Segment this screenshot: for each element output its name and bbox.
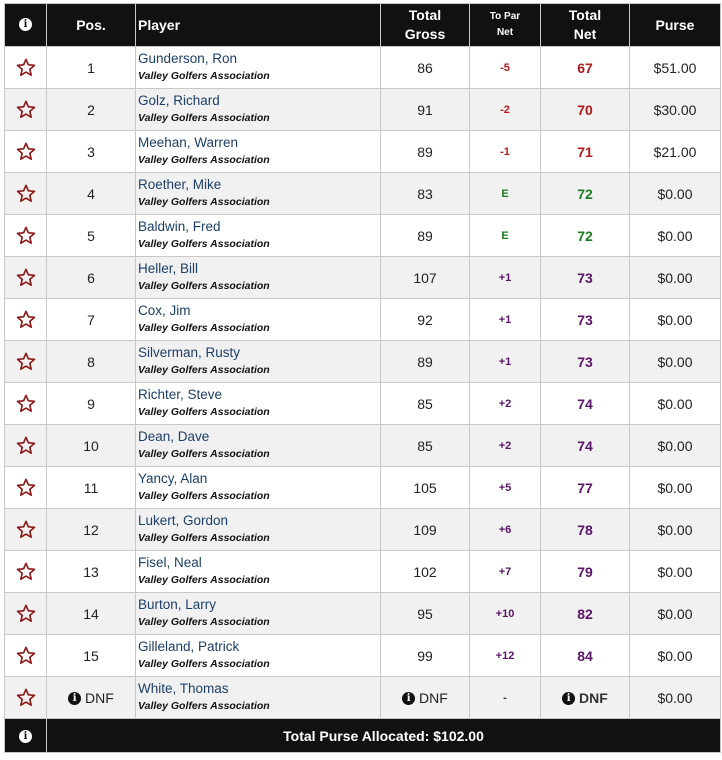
position-cell: 11 bbox=[47, 467, 136, 509]
position-cell: 14 bbox=[47, 593, 136, 635]
player-name-link[interactable]: Yancy, Alan bbox=[138, 471, 208, 486]
star-outline-icon[interactable] bbox=[5, 184, 46, 203]
pos-value: DNF bbox=[85, 689, 114, 706]
player-association: Valley Golfers Association bbox=[138, 112, 270, 124]
player-association: Valley Golfers Association bbox=[138, 280, 270, 292]
purse-cell: $0.00 bbox=[630, 173, 721, 215]
purse-cell: $21.00 bbox=[630, 131, 721, 173]
total-net-cell: 84 bbox=[541, 635, 630, 677]
total-net-cell bbox=[541, 677, 630, 719]
star-outline-icon[interactable] bbox=[5, 688, 46, 707]
total-gross-cell: 91 bbox=[381, 89, 470, 131]
info-icon[interactable]: i bbox=[562, 692, 575, 705]
total-net-cell: 82 bbox=[541, 593, 630, 635]
player-name-link[interactable]: Gilleland, Patrick bbox=[138, 639, 240, 654]
header-to-par-net[interactable] bbox=[470, 4, 541, 47]
player-cell bbox=[136, 257, 381, 299]
position-cell: 4 bbox=[47, 173, 136, 215]
info-icon[interactable]: i bbox=[19, 730, 32, 743]
purse-cell: $0.00 bbox=[630, 635, 721, 677]
favorite-cell[interactable] bbox=[5, 509, 47, 551]
favorite-cell[interactable] bbox=[5, 425, 47, 467]
purse-cell: $0.00 bbox=[630, 383, 721, 425]
player-name-link[interactable]: Meehan, Warren bbox=[138, 135, 239, 150]
player-name-link[interactable]: White, Thomas bbox=[138, 681, 229, 696]
player-association: Valley Golfers Association bbox=[138, 196, 270, 208]
total-gross-cell: 92 bbox=[381, 299, 470, 341]
player-association: Valley Golfers Association bbox=[138, 616, 270, 628]
table-row bbox=[5, 593, 721, 635]
position-cell: 1 bbox=[47, 47, 136, 89]
to-par-net-cell: -5 bbox=[470, 47, 541, 89]
favorite-cell[interactable] bbox=[5, 467, 47, 509]
header-total-gross-line2: Gross bbox=[404, 26, 446, 42]
position-cell: 3 bbox=[47, 131, 136, 173]
favorite-cell[interactable] bbox=[5, 383, 47, 425]
favorite-cell[interactable] bbox=[5, 677, 47, 719]
total-net-cell: 77 bbox=[541, 467, 630, 509]
table-row bbox=[5, 47, 721, 89]
position-cell: 10 bbox=[47, 425, 136, 467]
total-net-cell: 74 bbox=[541, 425, 630, 467]
player-association: Valley Golfers Association bbox=[138, 490, 270, 502]
to-par-net-cell: E bbox=[470, 173, 541, 215]
position-cell: 7 bbox=[47, 299, 136, 341]
player-name-link[interactable]: Roether, Mike bbox=[138, 177, 222, 192]
favorite-cell[interactable] bbox=[5, 257, 47, 299]
player-name-link[interactable]: Lukert, Gordon bbox=[138, 513, 229, 528]
table-row bbox=[5, 551, 721, 593]
total-gross-cell: 107 bbox=[381, 257, 470, 299]
table-row bbox=[5, 383, 721, 425]
total-net-cell: 70 bbox=[541, 89, 630, 131]
star-outline-icon[interactable] bbox=[5, 100, 46, 119]
player-cell bbox=[136, 635, 381, 677]
player-cell bbox=[136, 299, 381, 341]
table-header bbox=[5, 4, 721, 47]
favorite-cell[interactable] bbox=[5, 215, 47, 257]
total-net-cell: 73 bbox=[541, 341, 630, 383]
to-par-net-cell: +10 bbox=[470, 593, 541, 635]
table-row bbox=[5, 341, 721, 383]
header-total-net[interactable] bbox=[541, 4, 630, 47]
player-name-link[interactable]: Dean, Dave bbox=[138, 429, 210, 444]
purse-cell: $51.00 bbox=[630, 47, 721, 89]
total-gross-cell: 89 bbox=[381, 215, 470, 257]
table-row bbox=[5, 509, 721, 551]
favorite-cell[interactable] bbox=[5, 341, 47, 383]
table-row bbox=[5, 173, 721, 215]
total-gross-cell: 102 bbox=[381, 551, 470, 593]
header-to-par-line1: To Par bbox=[489, 11, 521, 22]
gross-value: DNF bbox=[419, 689, 448, 706]
favorite-cell[interactable] bbox=[5, 593, 47, 635]
total-net-cell: 74 bbox=[541, 383, 630, 425]
table-row bbox=[5, 257, 721, 299]
total-net-cell: 72 bbox=[541, 215, 630, 257]
favorite-cell[interactable] bbox=[5, 635, 47, 677]
position-cell: 12 bbox=[47, 509, 136, 551]
player-association: Valley Golfers Association bbox=[138, 574, 270, 586]
to-par-net-cell: +5 bbox=[470, 467, 541, 509]
header-total-gross[interactable] bbox=[381, 4, 470, 47]
total-net-cell: 71 bbox=[541, 131, 630, 173]
table-body bbox=[5, 47, 721, 719]
purse-cell: $0.00 bbox=[630, 341, 721, 383]
player-name-link[interactable]: Burton, Larry bbox=[138, 597, 217, 612]
player-association: Valley Golfers Association bbox=[138, 238, 270, 250]
player-association: Valley Golfers Association bbox=[138, 70, 270, 82]
total-gross-cell: 86 bbox=[381, 47, 470, 89]
star-outline-icon[interactable] bbox=[5, 478, 46, 497]
to-par-net-cell: +1 bbox=[470, 257, 541, 299]
to-par-net-cell: +1 bbox=[470, 341, 541, 383]
total-net-cell: 78 bbox=[541, 509, 630, 551]
player-name-link[interactable]: Heller, Bill bbox=[138, 261, 199, 276]
position-cell: 13 bbox=[47, 551, 136, 593]
position-cell: 8 bbox=[47, 341, 136, 383]
favorite-cell[interactable] bbox=[5, 47, 47, 89]
purse-cell: $0.00 bbox=[630, 299, 721, 341]
player-cell bbox=[136, 467, 381, 509]
player-association: Valley Golfers Association bbox=[138, 322, 270, 334]
table-row bbox=[5, 89, 721, 131]
total-net-cell: 67 bbox=[541, 47, 630, 89]
to-par-net-cell: +12 bbox=[470, 635, 541, 677]
star-outline-icon[interactable] bbox=[5, 58, 46, 77]
favorite-cell[interactable] bbox=[5, 551, 47, 593]
player-cell bbox=[136, 215, 381, 257]
star-outline-icon[interactable] bbox=[5, 520, 46, 539]
player-name-link[interactable]: Baldwin, Fred bbox=[138, 219, 221, 234]
table-row bbox=[5, 467, 721, 509]
to-par-net-cell: +7 bbox=[470, 551, 541, 593]
player-association: Valley Golfers Association bbox=[138, 658, 270, 670]
total-purse-label: Total Purse Allocated: $102.00 bbox=[47, 719, 721, 753]
total-net-cell: 73 bbox=[541, 257, 630, 299]
star-outline-icon[interactable] bbox=[5, 562, 46, 581]
purse-cell: $0.00 bbox=[630, 467, 721, 509]
total-gross-cell bbox=[381, 677, 470, 719]
player-cell bbox=[136, 677, 381, 719]
total-net-cell: 72 bbox=[541, 173, 630, 215]
leaderboard-container bbox=[4, 3, 720, 757]
purse-cell: $30.00 bbox=[630, 89, 721, 131]
player-cell bbox=[136, 593, 381, 635]
player-cell bbox=[136, 383, 381, 425]
info-icon[interactable]: i bbox=[68, 692, 81, 705]
position-cell: 5 bbox=[47, 215, 136, 257]
player-cell bbox=[136, 551, 381, 593]
header-pos[interactable]: Pos. bbox=[47, 4, 136, 47]
purse-cell: $0.00 bbox=[630, 215, 721, 257]
purse-cell: $0.00 bbox=[630, 509, 721, 551]
player-name-link[interactable]: Cox, Jim bbox=[138, 303, 191, 318]
net-value: DNF bbox=[579, 689, 608, 706]
header-total-net-line1: Total bbox=[568, 7, 602, 23]
info-icon[interactable]: i bbox=[19, 18, 32, 31]
player-cell bbox=[136, 131, 381, 173]
total-gross-cell: 109 bbox=[381, 509, 470, 551]
total-gross-cell: 85 bbox=[381, 425, 470, 467]
header-total-net-line2: Net bbox=[573, 26, 597, 42]
header-purse[interactable]: Purse bbox=[630, 4, 721, 47]
player-cell bbox=[136, 173, 381, 215]
table-row bbox=[5, 131, 721, 173]
star-outline-icon[interactable] bbox=[5, 268, 46, 287]
total-gross-cell: 105 bbox=[381, 467, 470, 509]
total-gross-cell: 89 bbox=[381, 341, 470, 383]
purse-cell: $0.00 bbox=[630, 677, 721, 719]
purse-cell: $0.00 bbox=[630, 551, 721, 593]
total-net-cell: 73 bbox=[541, 299, 630, 341]
star-outline-icon[interactable] bbox=[5, 394, 46, 413]
to-par-net-cell: -1 bbox=[470, 131, 541, 173]
star-outline-icon[interactable] bbox=[5, 142, 46, 161]
position-cell: 6 bbox=[47, 257, 136, 299]
favorite-cell[interactable] bbox=[5, 89, 47, 131]
player-association: Valley Golfers Association bbox=[138, 448, 270, 460]
purse-cell: $0.00 bbox=[630, 257, 721, 299]
position-cell: 15 bbox=[47, 635, 136, 677]
total-gross-cell: 95 bbox=[381, 593, 470, 635]
table-row bbox=[5, 215, 721, 257]
to-par-net-cell: E bbox=[470, 215, 541, 257]
to-par-net-cell: +2 bbox=[470, 383, 541, 425]
to-par-net-cell: +2 bbox=[470, 425, 541, 467]
player-association: Valley Golfers Association bbox=[138, 406, 270, 418]
player-name-link[interactable]: Silverman, Rusty bbox=[138, 345, 241, 360]
player-cell bbox=[136, 425, 381, 467]
purse-cell: $0.00 bbox=[630, 593, 721, 635]
player-name-link[interactable]: Golz, Richard bbox=[138, 93, 220, 108]
footer-info-cell[interactable] bbox=[5, 719, 47, 753]
to-par-net-cell: +1 bbox=[470, 299, 541, 341]
total-net-cell: 79 bbox=[541, 551, 630, 593]
star-outline-icon[interactable] bbox=[5, 310, 46, 329]
header-info-cell[interactable] bbox=[5, 4, 47, 47]
leaderboard-table bbox=[4, 3, 721, 753]
total-gross-cell: 83 bbox=[381, 173, 470, 215]
total-gross-cell: 99 bbox=[381, 635, 470, 677]
header-total-gross-line1: Total bbox=[408, 7, 442, 23]
to-par-net-cell: +6 bbox=[470, 509, 541, 551]
player-name-link[interactable]: Gunderson, Ron bbox=[138, 51, 238, 66]
star-outline-icon[interactable] bbox=[5, 646, 46, 665]
player-name-link[interactable]: Richter, Steve bbox=[138, 387, 223, 402]
player-cell bbox=[136, 341, 381, 383]
total-gross-cell: 89 bbox=[381, 131, 470, 173]
table-row bbox=[5, 299, 721, 341]
player-association: Valley Golfers Association bbox=[138, 364, 270, 376]
player-association: Valley Golfers Association bbox=[138, 154, 270, 166]
to-par-net-cell: -2 bbox=[470, 89, 541, 131]
info-icon[interactable]: i bbox=[402, 692, 415, 705]
table-row bbox=[5, 677, 721, 719]
position-cell bbox=[47, 677, 136, 719]
position-cell: 2 bbox=[47, 89, 136, 131]
player-cell bbox=[136, 47, 381, 89]
star-outline-icon[interactable] bbox=[5, 604, 46, 623]
table-footer bbox=[5, 719, 721, 753]
header-player[interactable]: Player bbox=[136, 4, 381, 47]
star-outline-icon[interactable] bbox=[5, 352, 46, 371]
table-row bbox=[5, 425, 721, 467]
player-name-link[interactable]: Fisel, Neal bbox=[138, 555, 202, 570]
star-outline-icon[interactable] bbox=[5, 436, 46, 455]
player-cell bbox=[136, 509, 381, 551]
purse-cell: $0.00 bbox=[630, 425, 721, 467]
player-cell bbox=[136, 89, 381, 131]
star-outline-icon[interactable] bbox=[5, 226, 46, 245]
favorite-cell[interactable] bbox=[5, 131, 47, 173]
table-row bbox=[5, 635, 721, 677]
player-association: Valley Golfers Association bbox=[138, 700, 270, 712]
position-cell: 9 bbox=[47, 383, 136, 425]
total-gross-cell: 85 bbox=[381, 383, 470, 425]
favorite-cell[interactable] bbox=[5, 173, 47, 215]
to-par-net-cell: - bbox=[470, 677, 541, 719]
favorite-cell[interactable] bbox=[5, 299, 47, 341]
player-association: Valley Golfers Association bbox=[138, 532, 270, 544]
header-to-par-line2: Net bbox=[496, 27, 514, 38]
